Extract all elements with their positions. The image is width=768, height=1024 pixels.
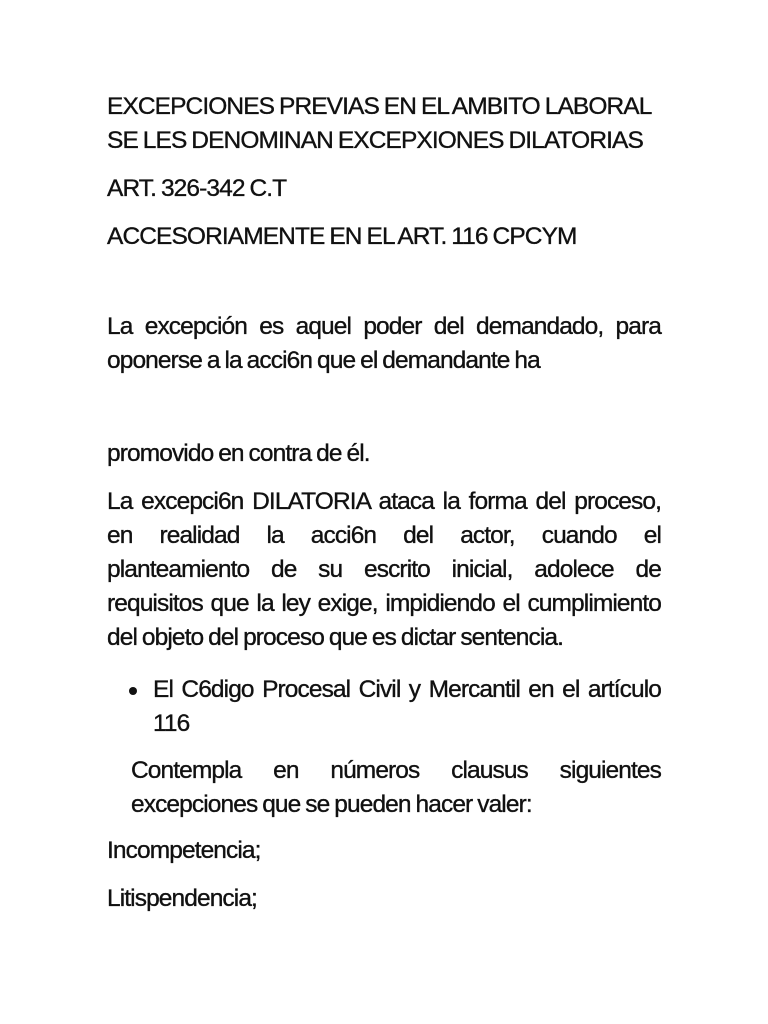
- definition-line-3: promovido en contra de él.: [107, 440, 370, 467]
- dilatoria-line-4: requisitos que la ley exige, impidiendo el cumplimiento: [107, 590, 661, 617]
- list-item-litispendencia: Litispendencia;: [107, 885, 257, 912]
- contempla-line-1: Contempla en números clausus siguientes: [131, 757, 661, 784]
- heading-line-2: SE LES DENOMINAN EXCEPXIONES DILATORIAS: [107, 127, 643, 154]
- bullet-item: [129, 673, 661, 743]
- bullet-dot-icon: [129, 687, 137, 695]
- bullet-line-1: El C6digo Procesal Civil y Mercantil en el artículo: [153, 676, 661, 703]
- dilatoria-line-3: planteamiento de su escrito inicial, adolece de: [107, 556, 661, 583]
- heading-line-1: EXCEPCIONES PREVIAS EN EL AMBITO LABORAL: [107, 93, 652, 120]
- accessory-article-reference: ACCESORIAMENTE EN EL ART. 116 CPCYM: [107, 223, 577, 250]
- contempla-line-2: excepciones que se pueden hacer valer:: [131, 791, 532, 818]
- dilatoria-line-1: La excepci6n DILATORIA ataca la forma del proceso,: [107, 488, 661, 515]
- article-reference: ART. 326-342 C.T: [107, 175, 287, 202]
- dilatoria-line-5: del objeto del proceso que es dictar sentencia.: [107, 624, 564, 651]
- dilatoria-line-2: en realidad la acci6n del actor, cuando el: [107, 522, 661, 549]
- definition-line-2: oponerse a la acci6n que el demandante ha: [107, 347, 540, 374]
- definition-line-1: La excepción es aquel poder del demandado, para: [107, 313, 661, 340]
- bullet-line-2: 116: [153, 710, 190, 737]
- list-item-incompetencia: Incompetencia;: [107, 837, 261, 864]
